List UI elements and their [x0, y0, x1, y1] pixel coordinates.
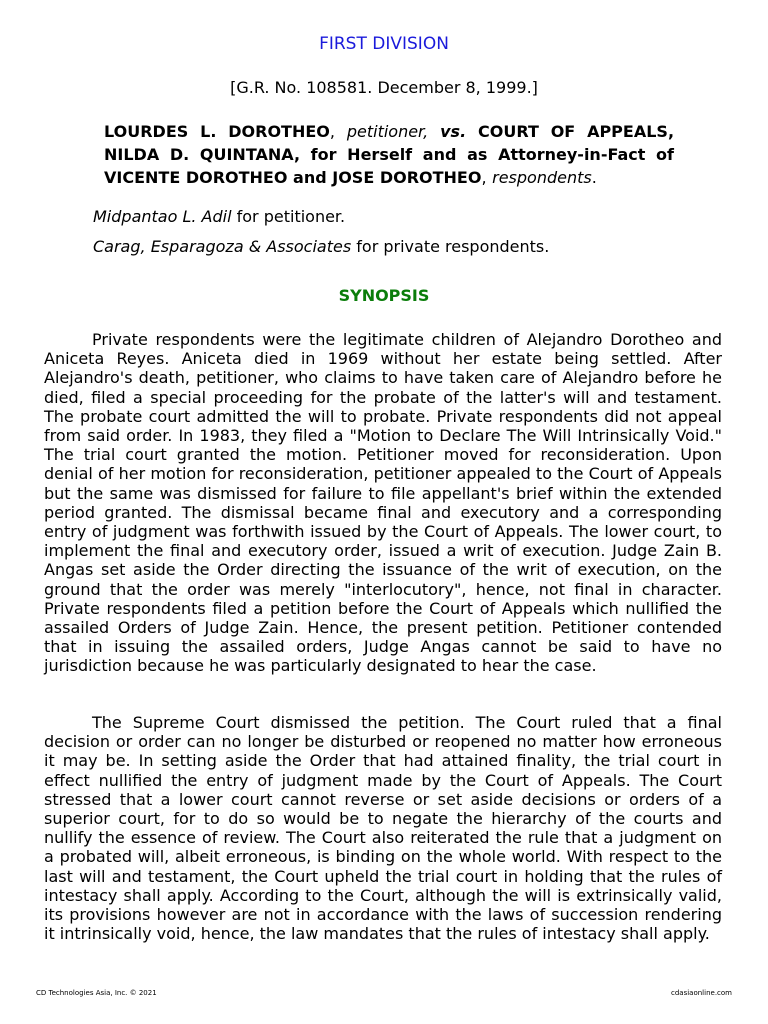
period: . [591, 168, 597, 187]
petitioner-name: LOURDES L. DOROTHEO [104, 122, 330, 141]
comma: , [481, 168, 487, 187]
case-parties [104, 120, 674, 189]
footer-copyright: CD Technologies Asia, Inc. © 2021 [36, 989, 157, 997]
petitioner-role: petitioner, [346, 122, 429, 141]
comma: , [329, 122, 335, 141]
versus: vs. [440, 122, 467, 141]
synopsis-paragraph: The Supreme Court dismissed the petition. The Court ruled that a final decision or order can no longer be disturbed or reopened no matter how erroneous it may be. In setting aside the Order that had attained finality, the trial court in effect nullified the entry of judgment made by the Court of Appeals. The Court stressed that a lower court cannot reverse or set aside decisions or orders of a superior court, for to do so would be to negate the hierarchy of the courts and nullify the essence of review. The Court also reiterated the rule that a judgment on a probated will, albeit erroneous, is binding on the whole world. With respect to the last will and testament, the Court upheld the trial court in holding that the rules of intestacy shall apply. According to the Court, although the will is extrinsically valid, its provisions however are not in accordance with the laws of succession rendering it intrinsically void, hence, the law mandates that the rules of intestacy shall apply. [44, 713, 722, 944]
counsel-role: for petitioner. [231, 207, 346, 226]
counsel-name: Carag, Esparagoza & Associates [93, 237, 352, 256]
division-heading: FIRST DIVISION [319, 34, 449, 54]
synopsis-paragraph: Private respondents were the legitimate children of Alejandro Dorotheo and Aniceta Reyes. Aniceta died in 1969 without her estate being settled. After Alejandro's death, petitioner, who claims to have taken care of Alejandro before he died, filed a special proceeding for the probate of the latter's will and testament. The probate court admitted the will to probate. Private respondents did not appeal from said order. In 1983, they filed a "Motion to Declare The Will Intrinsically Void." The trial court granted the motion. Petitioner moved for reconsideration. Upon denial of her motion for reconsideration, petitioner appealed to the Court of Appeals but the same was dismissed for failure to file appellant's brief within the extended period granted. The dismissal became final and executory and a corresponding entry of judgment was forthwith issued by the Court of Appeals. The lower court, to implement the final and executory order, issued a writ of execution. Judge Zain B. Angas set aside the Order directing the issuance of the writ of execution, on the ground that the order was merely "interlocutory", hence, not final in character. Private respondents filed a petition before the Court of Appeals which nullified the assailed Orders of Judge Zain. Hence, the present petition. Petitioner contended that in issuing the assailed orders, Judge Angas cannot be said to have no jurisdiction because he was particularly designated to hear the case. [44, 330, 722, 676]
synopsis-heading: SYNOPSIS [338, 286, 430, 305]
counsel-petitioner [93, 207, 345, 226]
counsel-name: Midpantao L. Adil [93, 207, 232, 226]
footer-site: cdasiaonline.com [671, 989, 732, 997]
counsel-role: for private respondents. [351, 237, 550, 256]
case-number: [G.R. No. 108581. December 8, 1999.] [230, 78, 538, 97]
respondents-names: COURT OF APPEALS, NILDA D. QUINTANA, for Herself and as Attorney-in-Fact of VICENTE DOROTHEO and JOSE DOROTHEO [104, 122, 675, 187]
respondents-role: respondents [492, 168, 592, 187]
counsel-respondents [93, 237, 549, 256]
